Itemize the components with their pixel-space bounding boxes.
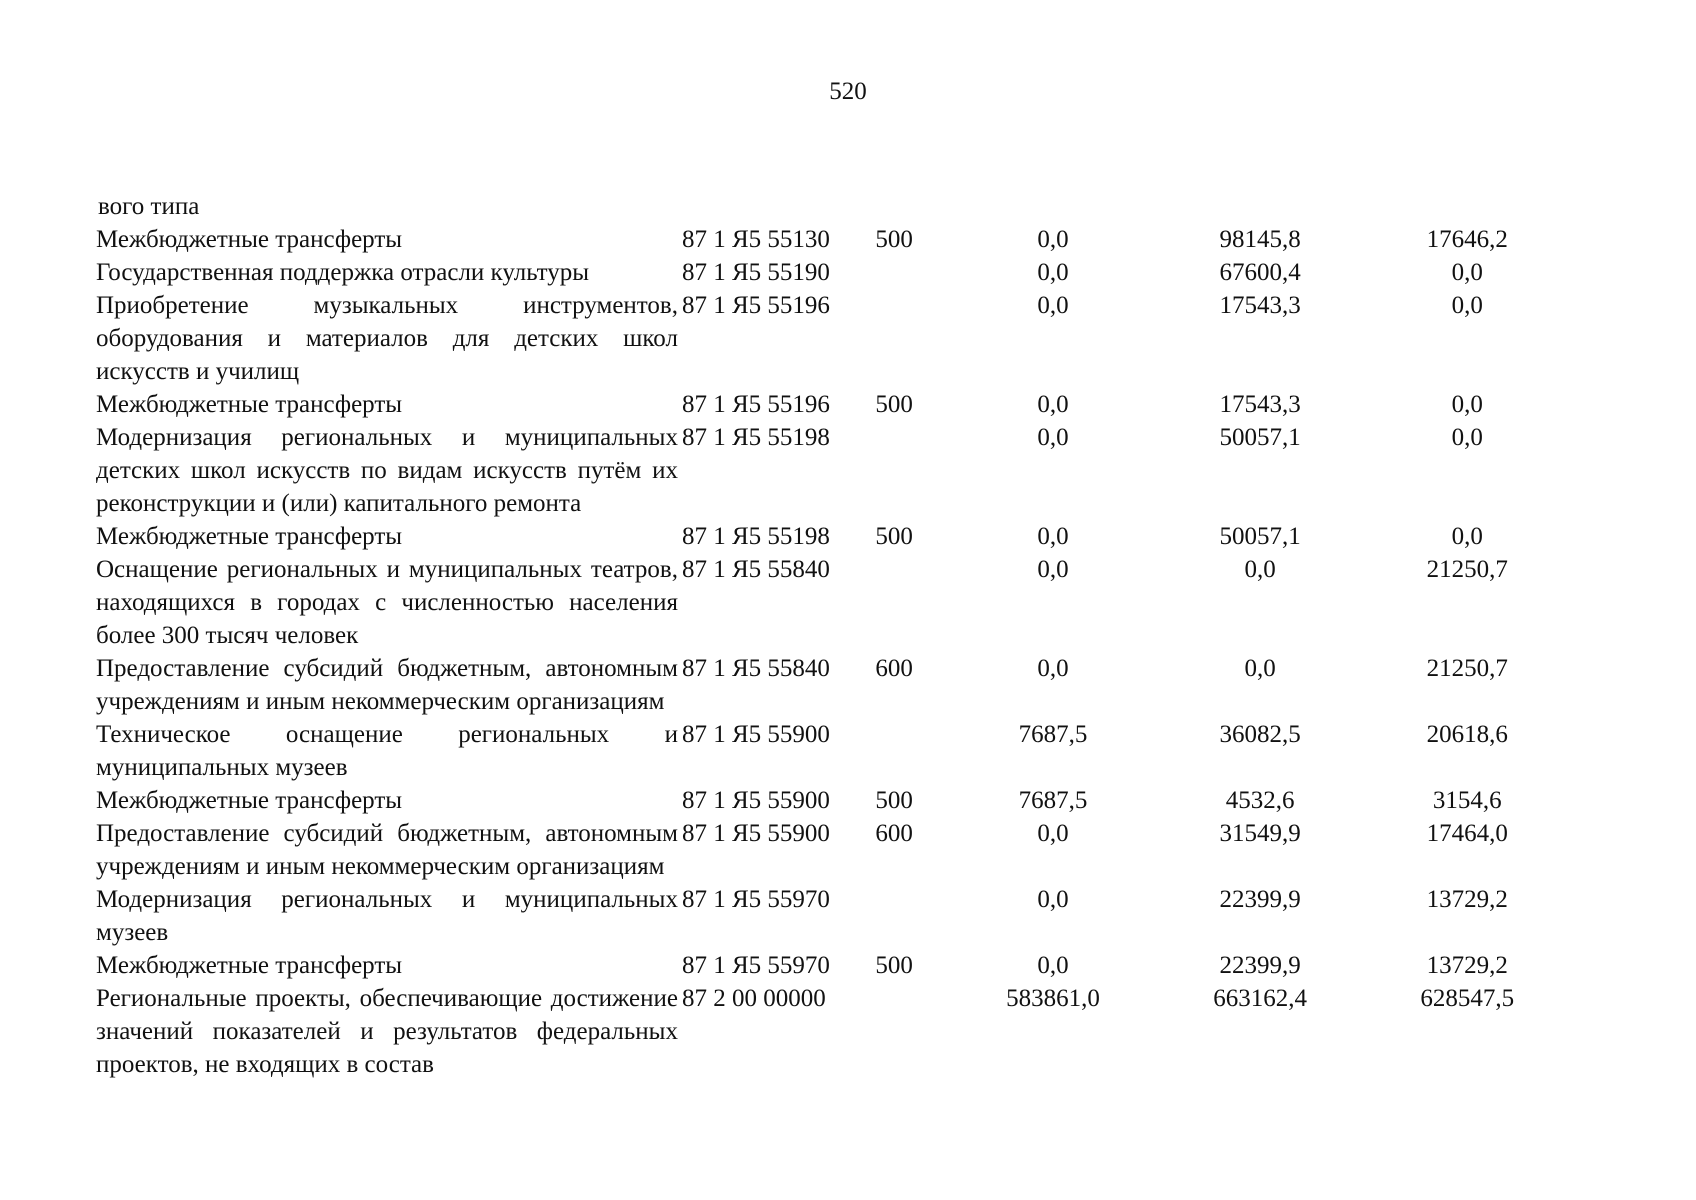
row-value-1: 7687,5 — [1018, 787, 1088, 814]
row-value-3: 17464,0 — [1426, 820, 1508, 847]
row-value-1: 0,0 — [1037, 226, 1069, 253]
table-row — [96, 388, 1556, 421]
row-name: Модернизация региональных и муниципальных детских школ искусств по видам искусств путём их реконструкции и (или) капитального ремонта — [96, 424, 678, 517]
row-code: 87 1 Я5 55198 — [681, 424, 830, 451]
row-value-3: 3154,6 — [1432, 787, 1502, 814]
table-row — [96, 553, 1556, 652]
row-value-3: 0,0 — [1451, 292, 1483, 319]
row-value-1: 0,0 — [1037, 523, 1069, 550]
row-value-2: 17543,3 — [1219, 391, 1301, 418]
row-name: Предоставление субсидий бюджетным, автономным учреждениям и иным некоммерческим организациям — [96, 655, 678, 715]
row-code: 87 1 Я5 55900 — [681, 721, 830, 748]
row-code: 87 1 Я5 55198 — [681, 523, 830, 550]
table-row — [96, 982, 1556, 1081]
row-value-1: 7687,5 — [1018, 721, 1088, 748]
row-value-1: 0,0 — [1037, 391, 1069, 418]
row-value-1: 0,0 — [1037, 424, 1069, 451]
row-value-3: 0,0 — [1451, 259, 1483, 286]
row-code: 87 1 Я5 55840 — [681, 655, 830, 682]
table-row — [96, 520, 1556, 553]
row-value-2: 663162,4 — [1213, 985, 1307, 1012]
row-name: Региональные проекты, обеспечивающие достижение значений показателей и результатов федеральных проектов, не входящих в состав — [96, 985, 678, 1078]
row-value-1: 0,0 — [1037, 886, 1069, 913]
table-row — [96, 256, 1556, 289]
row-value-3: 0,0 — [1451, 424, 1483, 451]
row-name: Межбюджетные трансферты — [96, 226, 403, 253]
row-value-2: 22399,9 — [1219, 952, 1301, 979]
row-name: Межбюджетные трансферты — [96, 952, 403, 979]
table-row — [96, 718, 1556, 784]
row-code: 87 1 Я5 55196 — [681, 391, 830, 418]
row-name: Государственная поддержка отрасли культуры — [96, 259, 590, 286]
row-value-3: 21250,7 — [1426, 655, 1508, 682]
continuation-text: вого типа — [98, 193, 200, 220]
row-value-2: 4532,6 — [1225, 787, 1295, 814]
row-code: 87 1 Я5 55840 — [681, 556, 830, 583]
table-row — [96, 223, 1556, 256]
row-code: 87 1 Я5 55900 — [681, 787, 830, 814]
row-value-3: 628547,5 — [1420, 985, 1515, 1012]
row-code: 87 1 Я5 55190 — [681, 259, 830, 286]
table-row — [96, 289, 1556, 388]
row-value-1: 0,0 — [1037, 556, 1069, 583]
row-type: 500 — [875, 226, 913, 253]
row-name: Предоставление субсидий бюджетным, автономным учреждениям и иным некоммерческим организациям — [96, 820, 678, 880]
row-value-2: 36082,5 — [1219, 721, 1301, 748]
row-type: 500 — [875, 523, 913, 550]
row-code: 87 1 Я5 55970 — [681, 886, 830, 913]
budget-table — [96, 190, 1556, 1081]
row-type: 600 — [875, 655, 913, 682]
row-code: 87 1 Я5 55970 — [681, 952, 830, 979]
row-name: Приобретение музыкальных инструментов, оборудования и материалов для детских школ искусств и училищ — [96, 292, 678, 385]
row-value-2: 98145,8 — [1219, 226, 1301, 253]
row-code: 87 2 00 00000 — [681, 985, 826, 1012]
row-name: Оснащение региональных и муниципальных театров, находящихся в городах с численностью населения более 300 тысяч человек — [96, 556, 678, 649]
table-row — [96, 784, 1556, 817]
row-code: 87 1 Я5 55130 — [681, 226, 830, 253]
table-row — [96, 652, 1556, 718]
row-type: 500 — [875, 952, 913, 979]
row-value-2: 17543,3 — [1219, 292, 1301, 319]
row-value-2: 50057,1 — [1219, 523, 1301, 550]
row-value-2: 22399,9 — [1219, 886, 1301, 913]
table-row — [96, 817, 1556, 883]
row-value-1: 0,0 — [1037, 655, 1069, 682]
row-value-2: 50057,1 — [1219, 424, 1301, 451]
row-value-1: 0,0 — [1037, 292, 1069, 319]
row-value-2: 0,0 — [1244, 556, 1276, 583]
row-name: Техническое оснащение региональных и муниципальных музеев — [96, 721, 678, 781]
row-value-3: 20618,6 — [1426, 721, 1508, 748]
row-value-3: 21250,7 — [1426, 556, 1508, 583]
row-type: 500 — [875, 787, 913, 814]
row-name: Межбюджетные трансферты — [96, 523, 403, 550]
row-code: 87 1 Я5 55900 — [681, 820, 830, 847]
row-value-3: 13729,2 — [1426, 886, 1508, 913]
row-name: Межбюджетные трансферты — [96, 787, 403, 814]
row-type: 500 — [875, 391, 913, 418]
page-number: 520 — [829, 78, 867, 105]
row-code: 87 1 Я5 55196 — [681, 292, 830, 319]
row-value-1: 583861,0 — [1006, 985, 1100, 1012]
row-value-1: 0,0 — [1037, 952, 1069, 979]
row-value-3: 0,0 — [1451, 523, 1483, 550]
table-row — [96, 421, 1556, 520]
row-value-3: 0,0 — [1451, 391, 1483, 418]
row-value-3: 17646,2 — [1426, 226, 1508, 253]
row-value-2: 31549,9 — [1219, 820, 1301, 847]
row-value-2: 67600,4 — [1219, 259, 1301, 286]
row-value-3: 13729,2 — [1426, 952, 1508, 979]
row-type: 600 — [875, 820, 913, 847]
table-row — [96, 883, 1556, 949]
row-name: Модернизация региональных и муниципальных музеев — [96, 886, 678, 946]
row-value-2: 0,0 — [1244, 655, 1276, 682]
table-row — [96, 949, 1556, 982]
row-value-1: 0,0 — [1037, 820, 1069, 847]
row-value-1: 0,0 — [1037, 259, 1069, 286]
row-name: Межбюджетные трансферты — [96, 391, 403, 418]
